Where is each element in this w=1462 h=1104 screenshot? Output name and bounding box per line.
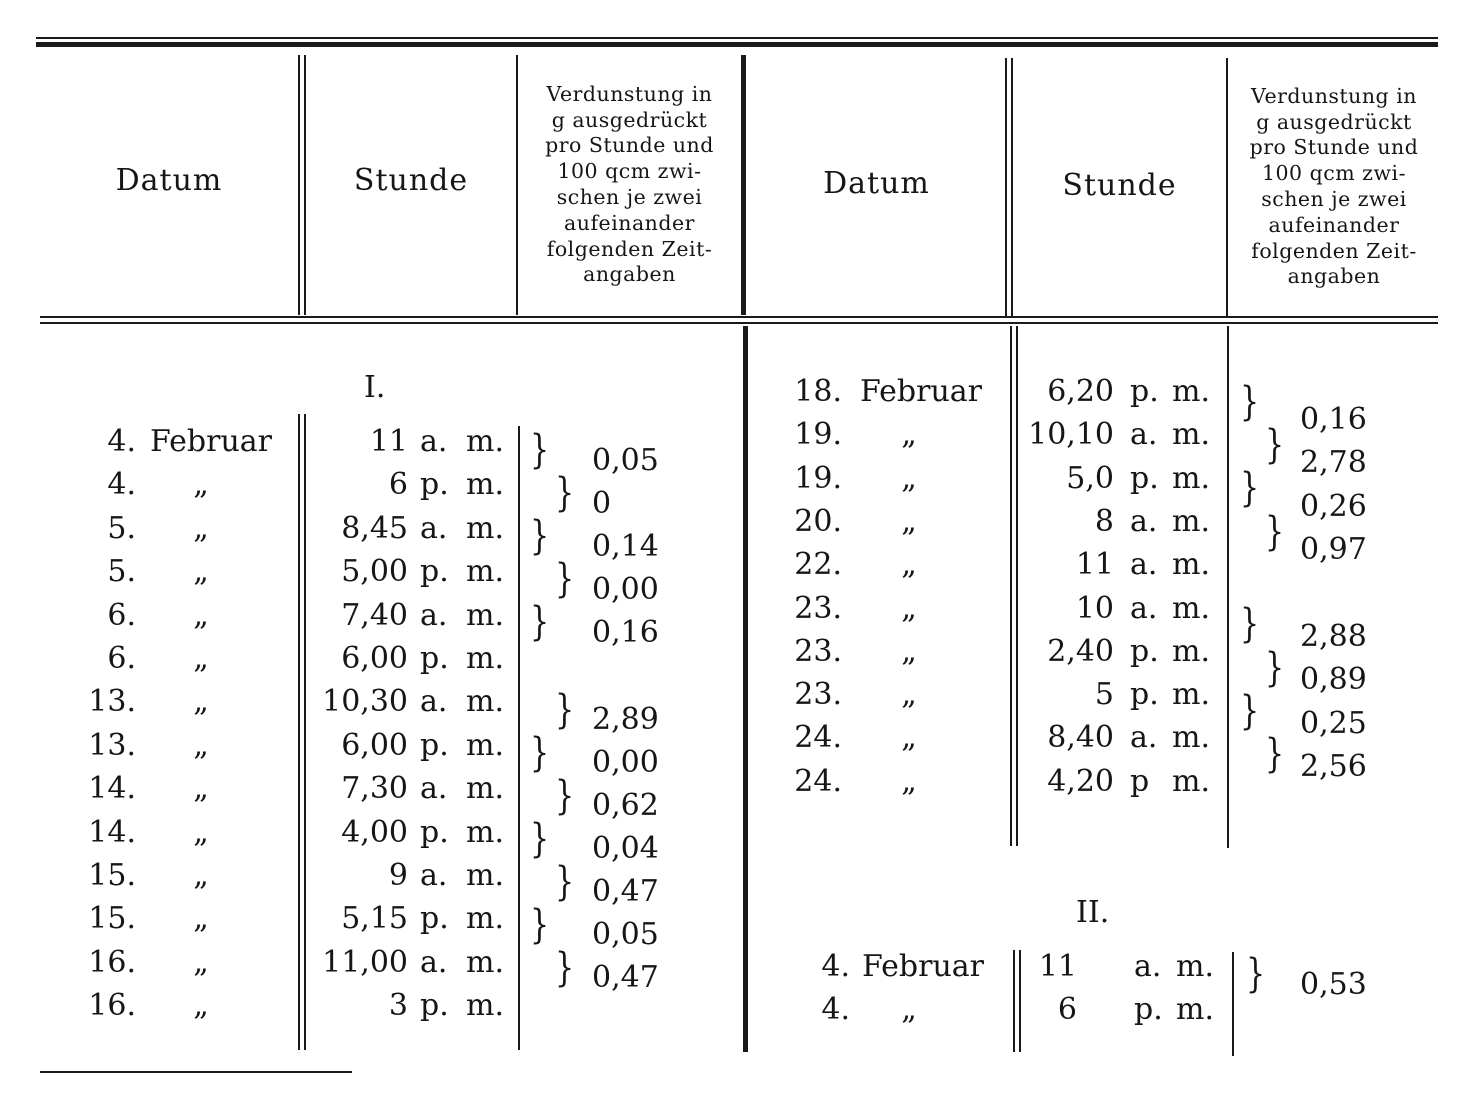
vline-h-3a: [1005, 58, 1007, 316]
header-datum-right: Datum: [823, 165, 930, 201]
time-value: 6,00: [341, 727, 408, 763]
brace-icon: }: [1240, 379, 1260, 425]
meridiem-m: m.: [466, 597, 504, 633]
time-value: 5,00: [341, 554, 408, 590]
header-stunde-right: Stunde: [1062, 167, 1177, 203]
ditto-mark: „: [901, 460, 917, 496]
am-pm: p.: [1130, 374, 1159, 409]
ditto-mark: „: [193, 771, 209, 807]
meridiem-m: m.: [1172, 633, 1210, 669]
brace-icon: }: [555, 556, 575, 602]
header-verdunstung-line: g ausgedrückt: [1256, 109, 1412, 134]
date-day: 14.: [88, 771, 136, 807]
am-pm: p.: [420, 901, 449, 937]
date-day: 16.: [88, 944, 136, 980]
am-pm: p: [1130, 763, 1150, 799]
meridiem-m: m.: [1176, 992, 1214, 1027]
ditto-mark: „: [193, 988, 209, 1024]
header-verdunstung-line: 100 qcm zwi-: [1261, 161, 1407, 186]
date-day: 20.: [794, 503, 842, 539]
date-day: 5.: [107, 554, 136, 590]
ditto-mark: „: [193, 814, 209, 850]
time-value: 8,40: [1047, 720, 1114, 756]
brace-icon: }: [555, 773, 575, 819]
time-value: 4,00: [341, 814, 408, 850]
time-value: 2,40: [1047, 633, 1114, 669]
am-pm: p.: [420, 814, 449, 850]
am-pm: p.: [420, 727, 449, 763]
date-day: 19.: [794, 460, 842, 496]
date-day: 18.: [794, 374, 842, 409]
ditto-mark: „: [901, 417, 917, 453]
ditto-mark: „: [901, 503, 917, 539]
am-pm: a.: [420, 597, 448, 633]
evaporation-value: 0,16: [1300, 402, 1367, 437]
time-value: 7,30: [341, 771, 408, 807]
header-verdunstung-line: angaben: [583, 262, 676, 287]
header-verdunstung-right: [1228, 82, 1440, 292]
evaporation-value: 0,04: [592, 831, 659, 866]
ditto-mark: „: [901, 720, 917, 756]
evaporation-value: 0,14: [592, 529, 659, 564]
date-day: 23.: [794, 677, 842, 713]
vline-b2-4: [1232, 952, 1234, 1056]
section-two-label: II.: [1076, 895, 1110, 930]
ditto-mark: „: [193, 684, 209, 720]
ditto-mark: „: [193, 727, 209, 763]
header-rule-2: [40, 322, 1438, 324]
time-value: 8,45: [341, 510, 408, 546]
header-verdunstung-line: angaben: [1287, 264, 1381, 289]
evaporation-value: 0,62: [592, 788, 659, 823]
meridiem-m: m.: [1172, 374, 1210, 409]
am-pm: p.: [1130, 633, 1159, 669]
meridiem-m: m.: [466, 510, 504, 546]
vline-b-3a: [1010, 326, 1012, 846]
time-value: 10,10: [1028, 417, 1114, 453]
am-pm: p.: [420, 988, 449, 1024]
date-day: 4.: [821, 949, 850, 984]
time-value: 6: [1057, 992, 1077, 1027]
date-day: 24.: [794, 720, 842, 756]
brace-icon: }: [530, 902, 550, 948]
date-day: 6.: [107, 597, 136, 633]
meridiem-m: m.: [1172, 503, 1210, 539]
brace-icon: }: [530, 816, 550, 862]
meridiem-m: m.: [466, 554, 504, 590]
ditto-mark: „: [193, 641, 209, 676]
meridiem-m: m.: [466, 771, 504, 807]
time-value: 10: [1075, 590, 1114, 626]
am-pm: p.: [1130, 460, 1159, 496]
evaporation-value: 0,05: [592, 917, 659, 952]
am-pm: a.: [1130, 590, 1158, 626]
time-value: 5: [1094, 677, 1114, 713]
ditto-mark: „: [901, 547, 917, 583]
brace-icon: }: [555, 470, 575, 516]
date-day: 15.: [88, 858, 136, 893]
header-verdunstung-line: folgenden Zeit-: [546, 236, 713, 261]
date-day: 22.: [794, 547, 842, 583]
vline-h-1a: [298, 55, 300, 315]
evaporation-value: 0,05: [592, 443, 659, 478]
evaporation-value: 0,89: [1300, 662, 1367, 697]
ditto-mark: „: [193, 901, 209, 937]
date-day: 24.: [794, 763, 842, 799]
time-value: 7,40: [341, 597, 408, 633]
am-pm: a.: [1134, 949, 1162, 984]
header-verdunstung-line: aufeinander: [1268, 212, 1400, 237]
evaporation-value: 0,25: [1300, 706, 1367, 741]
header-datum-left: Datum: [115, 162, 223, 198]
date-day: 23.: [794, 633, 842, 669]
date-day: 23.: [794, 590, 842, 626]
evaporation-value: 0,16: [592, 615, 659, 650]
date-day: 13.: [88, 684, 136, 720]
am-pm: a.: [420, 771, 448, 807]
vline-h-mid: [741, 55, 746, 315]
ditto-mark: „: [193, 858, 209, 893]
header-verdunstung-line: pro Stunde und: [1249, 135, 1419, 160]
header-verdunstung-line: Verdunstung in: [1251, 83, 1417, 108]
meridiem-m: m.: [1172, 677, 1210, 713]
meridiem-m: m.: [466, 467, 504, 503]
evaporation-value: 2,88: [1300, 619, 1367, 654]
header-verdunstung-line: aufeinander: [564, 210, 695, 235]
header-verdunstung-line: folgenden Zeit-: [1251, 238, 1417, 263]
ditto-mark: „: [193, 467, 209, 503]
header-rule-1: [40, 316, 1438, 318]
am-pm: a.: [1130, 720, 1158, 756]
am-pm: a.: [1130, 503, 1158, 539]
header-verdunstung-line: 100 qcm zwi-: [557, 159, 702, 184]
am-pm: p.: [420, 554, 449, 590]
top-rule-thin: [36, 37, 1438, 39]
brace-icon: }: [1246, 951, 1266, 997]
brace-icon: }: [530, 599, 550, 645]
meridiem-m: m.: [466, 944, 504, 980]
meridiem-m: m.: [466, 684, 504, 720]
ditto-mark: „: [193, 554, 209, 590]
date-day: 14.: [88, 814, 136, 850]
am-pm: p.: [1130, 677, 1159, 713]
brace-icon: }: [1265, 509, 1285, 555]
am-pm: a.: [420, 510, 448, 546]
am-pm: a.: [420, 424, 448, 459]
time-value: 5,15: [341, 901, 408, 937]
evaporation-value: 0,26: [1300, 489, 1367, 524]
meridiem-m: m.: [1172, 590, 1210, 626]
date-month: Februar: [150, 424, 273, 459]
brace-icon: }: [1240, 601, 1260, 647]
vline-b2-3a: [1013, 950, 1015, 1052]
header-verdunstung-line: schen je zwei: [1261, 187, 1407, 211]
brace-icon: }: [555, 859, 575, 905]
am-pm: a.: [1130, 547, 1158, 583]
evaporation-value: 2,78: [1300, 445, 1367, 480]
ditto-mark: „: [193, 597, 209, 633]
time-value: 3: [388, 988, 408, 1024]
time-value: 9: [388, 858, 408, 893]
date-day: 15.: [88, 901, 136, 937]
vline-b-2: [518, 426, 520, 1050]
meridiem-m: m.: [1172, 547, 1210, 583]
am-pm: a.: [420, 684, 448, 720]
date-month: Februar: [862, 949, 985, 984]
time-value: 6,00: [341, 641, 408, 676]
brace-icon: }: [530, 513, 550, 559]
brace-icon: }: [530, 427, 550, 473]
time-value: 6,20: [1047, 374, 1114, 409]
am-pm: p.: [1134, 992, 1163, 1027]
date-day: 4.: [107, 424, 136, 459]
brace-icon: }: [1240, 688, 1260, 734]
section-one-label: I.: [364, 370, 386, 405]
meridiem-m: m.: [1172, 763, 1210, 799]
time-value: 11,00: [322, 944, 408, 980]
date-day: 4.: [821, 992, 850, 1027]
brace-icon: }: [555, 945, 575, 991]
footnote-rule: [40, 1071, 352, 1073]
meridiem-m: m.: [466, 641, 504, 676]
vline-b-1a: [298, 414, 300, 1050]
date-day: 19.: [794, 417, 842, 453]
time-value: 11: [1075, 547, 1114, 583]
ditto-mark: „: [193, 944, 209, 980]
meridiem-m: m.: [466, 858, 504, 893]
brace-icon: }: [1240, 465, 1260, 511]
ditto-mark: „: [901, 633, 917, 669]
time-value: 4,20: [1047, 763, 1114, 799]
brace-icon: }: [1265, 731, 1285, 777]
meridiem-m: m.: [466, 814, 504, 850]
brace-icon: }: [1265, 422, 1285, 468]
ditto-mark: „: [901, 763, 917, 799]
meridiem-m: m.: [466, 988, 504, 1024]
time-value: 10,30: [322, 684, 408, 720]
am-pm: p.: [420, 467, 449, 503]
evaporation-value: 2,89: [592, 702, 659, 737]
date-month: Februar: [860, 374, 983, 409]
date-day: 5.: [107, 510, 136, 546]
ditto-mark: „: [901, 590, 917, 626]
header-verdunstung-line: schen je zwei: [556, 185, 703, 209]
time-value: 8: [1094, 503, 1114, 539]
header-verdunstung-line: pro Stunde und: [545, 133, 714, 158]
am-pm: a.: [420, 944, 448, 980]
meridiem-m: m.: [466, 901, 504, 937]
brace-icon: }: [555, 687, 575, 733]
ditto-mark: „: [901, 677, 917, 713]
meridiem-m: m.: [1172, 417, 1210, 453]
evaporation-value: 0,00: [592, 745, 659, 780]
am-pm: p.: [420, 641, 449, 676]
evaporation-value: 0,00: [592, 572, 659, 607]
date-day: 6.: [107, 641, 136, 676]
date-day: 4.: [107, 467, 136, 503]
brace-icon: }: [1265, 645, 1285, 691]
meridiem-m: m.: [1172, 460, 1210, 496]
header-verdunstung-line: g ausgedrückt: [551, 107, 708, 132]
meridiem-m: m.: [466, 424, 504, 459]
evaporation-value: 0: [592, 486, 612, 521]
date-day: 16.: [88, 988, 136, 1024]
ditto-mark: „: [193, 510, 209, 546]
ditto-mark: „: [901, 992, 917, 1027]
header-verdunstung-left: [518, 80, 741, 290]
evaporation-value: 2,56: [1300, 749, 1367, 784]
time-value: 11: [369, 424, 408, 459]
vline-b-4: [1227, 326, 1229, 848]
meridiem-m: m.: [466, 727, 504, 763]
evaporation-value: 0,53: [1300, 967, 1367, 1002]
date-day: 13.: [88, 727, 136, 763]
header-verdunstung-line: Verdunstung in: [546, 81, 713, 106]
time-value: 11: [1038, 949, 1077, 984]
vline-b-mid: [743, 326, 748, 1052]
meridiem-m: m.: [1172, 720, 1210, 756]
time-value: 5,0: [1066, 460, 1114, 496]
time-value: 6: [388, 467, 408, 503]
evaporation-value: 0,47: [592, 960, 659, 995]
meridiem-m: m.: [1176, 949, 1214, 984]
brace-icon: }: [530, 730, 550, 776]
am-pm: a.: [1130, 417, 1158, 453]
evaporation-value: 0,47: [592, 874, 659, 909]
top-rule-thick: [36, 42, 1438, 47]
am-pm: a.: [420, 858, 448, 893]
evaporation-value: 0,97: [1300, 532, 1367, 567]
header-stunde-left: Stunde: [353, 162, 469, 198]
